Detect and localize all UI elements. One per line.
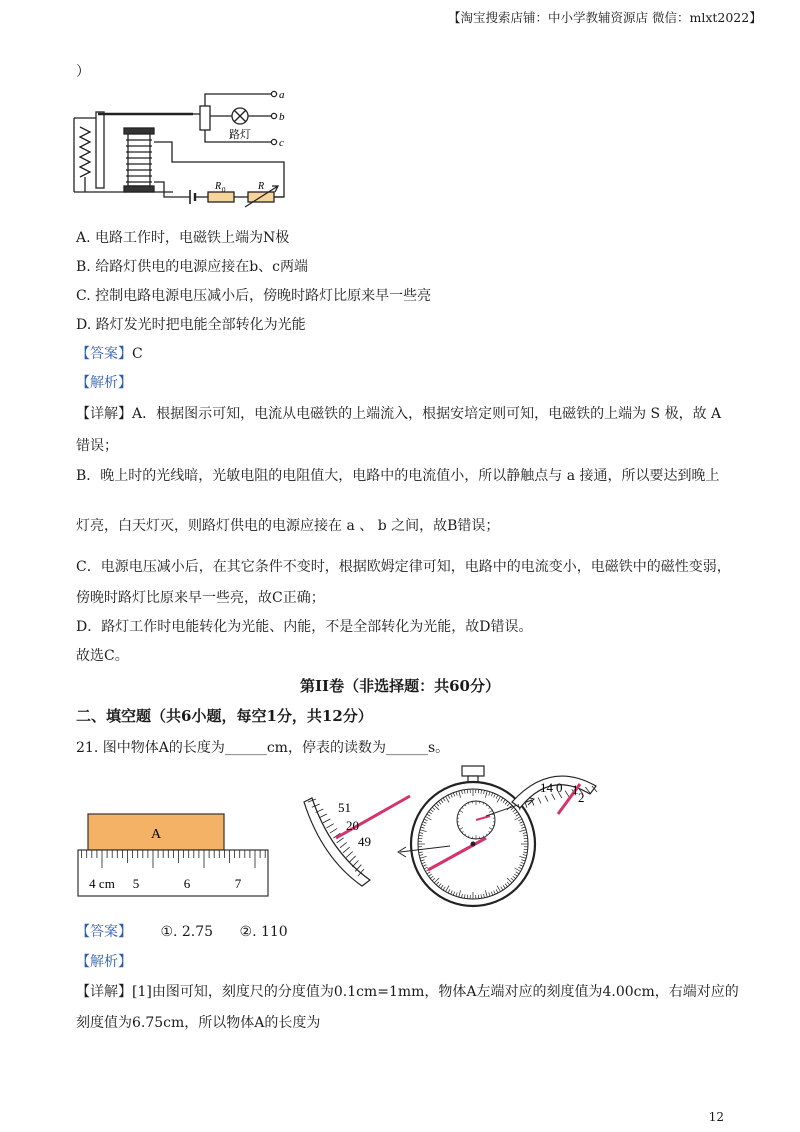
analysis-tag-1: 【解析】 <box>76 375 132 391</box>
zoom-tick <box>340 842 347 847</box>
option-c: C. 控制电路电源电压减小后，傍晚时路灯比原来早一些亮 <box>76 288 432 304</box>
tick-label-7: 7 <box>234 876 242 891</box>
detail-1-line-6: 傍晚时路灯比原来早一些亮，故C正确； <box>76 590 325 606</box>
coil-wire-bottom <box>154 182 190 197</box>
detail-tag: 【详解】 <box>76 984 132 1000</box>
detail-1-line-3: B．晚上时的光线暗，光敏电阻的电阻值大，电路中的电流值小，所以静触点与 a 接通，所以要达到晚上 <box>76 468 720 484</box>
right-label-14: 14 <box>540 780 553 795</box>
zoom-tick <box>323 819 330 823</box>
relay-circuit-diagram <box>68 82 288 214</box>
zoom-tick <box>330 828 337 833</box>
detail-1-line-7: D．路灯工作时电能转化为光能、内能，不是全部转化为光能，故D错误。 <box>76 619 533 635</box>
page-header: 【淘宝搜索店铺：中小学教辅资源店 微信：mlxt2022】 <box>448 10 762 25</box>
wire-to-a <box>205 94 271 106</box>
answer-tag: 【答案】 <box>76 924 132 940</box>
contact-block <box>200 106 210 130</box>
detail-1-line-4: 灯亮，白天灯灭，则路灯供电的电源应接在 a 、 b 之间，故B错误； <box>76 518 500 534</box>
zoom-tick <box>565 791 569 797</box>
object-a-label: A <box>150 827 162 842</box>
zoom-tick <box>319 814 327 818</box>
analysis-tag-2: 【解析】 <box>76 954 132 970</box>
option-b: B. 给路灯供电的电源应接在b、c两端 <box>76 259 308 275</box>
detail-text: [1]由图可知，刻度尺的分度值为0.1cm=1mm，物体A左端对应的刻度值为4.00cm，右端对应的 <box>132 984 739 1000</box>
zoom-tick <box>352 860 358 866</box>
r-label: R <box>258 181 265 192</box>
answer-value-1: ①. 2.75 <box>160 924 214 940</box>
detail-tag: 【详解】 <box>76 406 132 422</box>
zoom-tick <box>326 824 333 828</box>
question-21: 21. 图中物体A的长度为______cm，停表的读数为______s。 <box>76 740 450 756</box>
tick-label-6: 6 <box>183 876 191 891</box>
answer-2 <box>76 922 288 942</box>
detail-text: A．根据图示可知，电流从电磁铁的上端流入，根据安培定则可知，电磁铁的上端为 S 极，故 A <box>132 406 722 422</box>
r0-label: R <box>215 181 222 192</box>
answer-tag: 【答案】 <box>76 346 132 362</box>
detail-1-line-8: 故选C。 <box>76 648 129 664</box>
answer-value-2: ②. 110 <box>239 924 288 940</box>
stopwatch-crown <box>462 766 484 776</box>
option-a: A. 电路工作时，电磁铁上端为N极 <box>76 230 290 246</box>
armature-post <box>96 112 104 188</box>
terminal-a-label: a <box>279 89 285 101</box>
tick-label-4: 4 cm <box>89 876 115 891</box>
zoom-tick <box>545 796 548 802</box>
detail-1-line-5: C．电源电压减小后，在其它条件不变时，根据欧姆定律可知，电路中的电流变小，电磁铁中的磁性变弱， <box>76 559 731 575</box>
left-label-51: 51 <box>338 800 351 815</box>
answer-value: C <box>132 346 143 362</box>
tick-label-5: 5 <box>132 876 140 891</box>
spring <box>80 127 90 177</box>
right-label-1: 1 <box>572 782 579 797</box>
zoom-tick <box>538 798 541 804</box>
terminal-b-label: b <box>279 111 285 123</box>
part-title: 二、填空题（共6小题，每空1分，共12分） <box>76 707 373 725</box>
ruler-figure <box>76 808 276 900</box>
zoom-tick <box>346 852 353 858</box>
detail-1-line-2: 错误； <box>76 438 118 454</box>
page-number: 12 <box>708 1110 724 1124</box>
r0-subscript: 0 <box>222 186 226 194</box>
left-zoom-scale <box>304 796 410 886</box>
left-label-49: 49 <box>358 834 371 849</box>
zoom-tick <box>343 847 350 853</box>
question-tail-paren: ） <box>76 64 90 80</box>
resistor-r0 <box>208 192 234 202</box>
zoom-tick <box>349 856 355 862</box>
left-label-20: 20 <box>346 818 359 833</box>
option-d: D. 路灯发光时把电能全部转化为光能 <box>76 317 306 333</box>
magnet-core-top <box>124 128 154 134</box>
right-label-2: 2 <box>578 790 585 805</box>
section-title: 第II卷（非选择题：共60分） <box>300 677 500 695</box>
detail-1-line-1 <box>76 404 721 424</box>
lamp-label: 路灯 <box>229 129 251 141</box>
right-label-0: 0 <box>556 780 563 795</box>
answer-1 <box>76 344 143 364</box>
detail-2-line-1 <box>76 982 739 1002</box>
detail-2-line-2: 刻度值为6.75cm，所以物体A的长度为 <box>76 1015 321 1031</box>
terminal-c-label: c <box>279 137 284 149</box>
stopwatch-figure <box>300 762 620 908</box>
